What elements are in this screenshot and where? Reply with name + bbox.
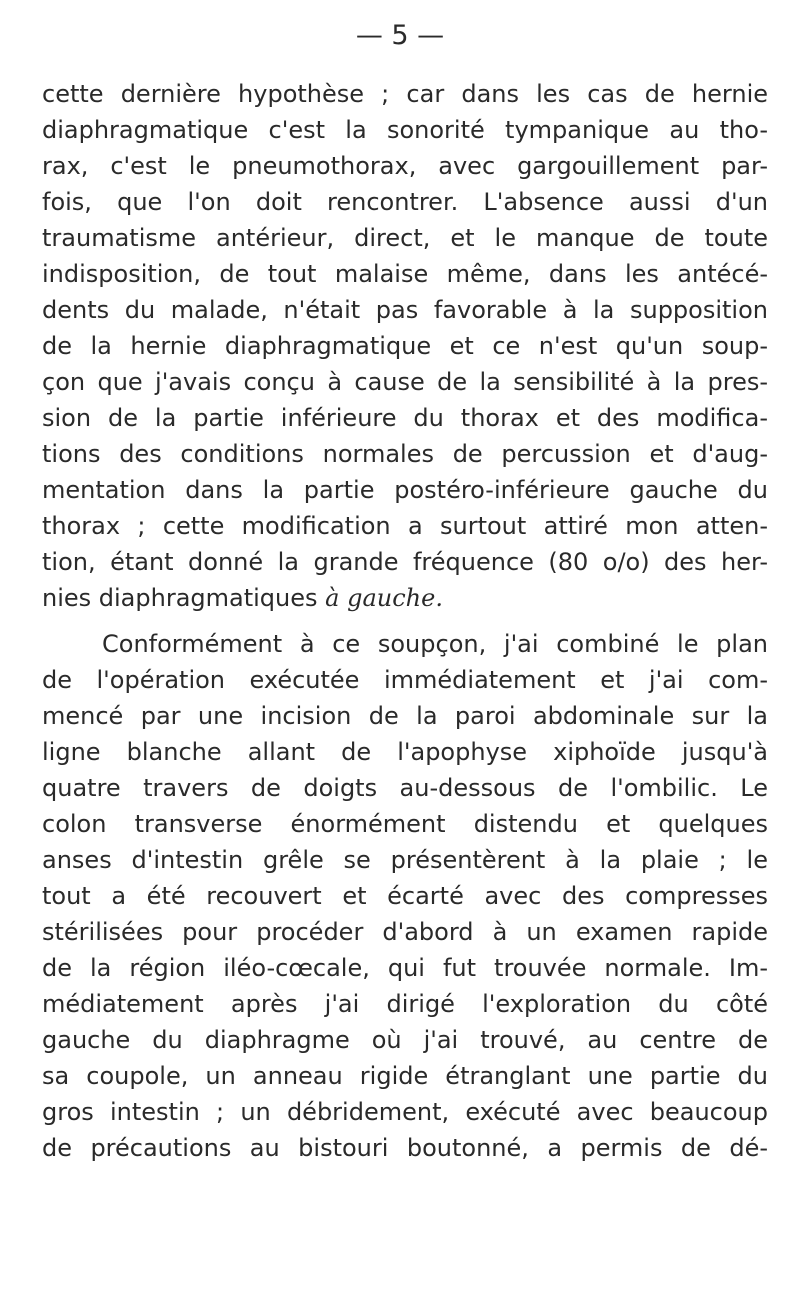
text-line: sion de la partie inférieure du thorax et des modifica- [42,404,768,432]
text-line: tout a été recouvert et écarté avec des compresses [42,882,768,910]
text-line: sa coupole, un anneau rigide étranglant une partie du [42,1062,768,1090]
text-line: Conformément à ce soupçon, j'ai combiné le plan [102,630,768,658]
text-line: cette dernière hypothèse ; car dans les cas de hernie [42,80,768,108]
text-line: gros intestin ; un débridement, exécuté avec beaucoup [42,1098,768,1126]
paragraph-2 [42,626,768,1166]
text-line: çon que j'avais conçu à cause de la sensibilité à la pres- [42,368,768,396]
text-line: mencé par une incision de la paroi abdominale sur la [42,702,768,730]
text-line: thorax ; cette modification a surtout attiré mon atten- [42,512,768,540]
body-text [42,76,768,1166]
text-line: de précautions au bistouri boutonné, a permis de dé- [42,1134,768,1162]
text-line: dents du malade, n'était pas favorable à la supposition [42,296,768,324]
text-line: de la hernie diaphragmatique et ce n'est qu'un soup- [42,332,768,360]
text-line-last [42,580,768,616]
text-line: stérilisées pour procéder d'abord à un examen rapide [42,918,768,946]
text-line: anses d'intestin grêle se présentèrent à la plaie ; le [42,846,768,874]
text-line: tions des conditions normales de percussion et d'aug- [42,440,768,468]
text-line: colon transverse énormément distendu et quelques [42,810,768,838]
italic-text-run: à gauche. [325,584,443,612]
text-line: de la région iléo-cœcale, qui fut trouvée normale. Im- [42,954,768,982]
text-line: fois, que l'on doit rencontrer. L'absence aussi d'un [42,188,768,216]
page-number: — 5 — [355,20,445,51]
text-line: mentation dans la partie postéro-inférieure gauche du [42,476,768,504]
text-line: rax, c'est le pneumothorax, avec gargouillement par- [42,152,768,180]
paragraph-1 [42,76,768,616]
text-line: gauche du diaphragme où j'ai trouvé, au centre de [42,1026,768,1054]
text-line: quatre travers de doigts au-dessous de l'ombilic. Le [42,774,768,802]
text-line: ligne blanche allant de l'apophyse xiphoïde jusqu'à [42,738,768,766]
text-line: tion, étant donné la grande fréquence (80 o/o) des her- [42,548,768,576]
text-line: traumatisme antérieur, direct, et le manque de toute [42,224,768,252]
text-line: médiatement après j'ai dirigé l'exploration du côté [42,990,768,1018]
text-run: nies diaphragmatiques [42,584,326,612]
text-line: diaphragmatique c'est la sonorité tympanique au tho- [42,116,768,144]
text-line: de l'opération exécutée immédiatement et j'ai com- [42,666,768,694]
text-line: indisposition, de tout malaise même, dans les antécé- [42,260,768,288]
